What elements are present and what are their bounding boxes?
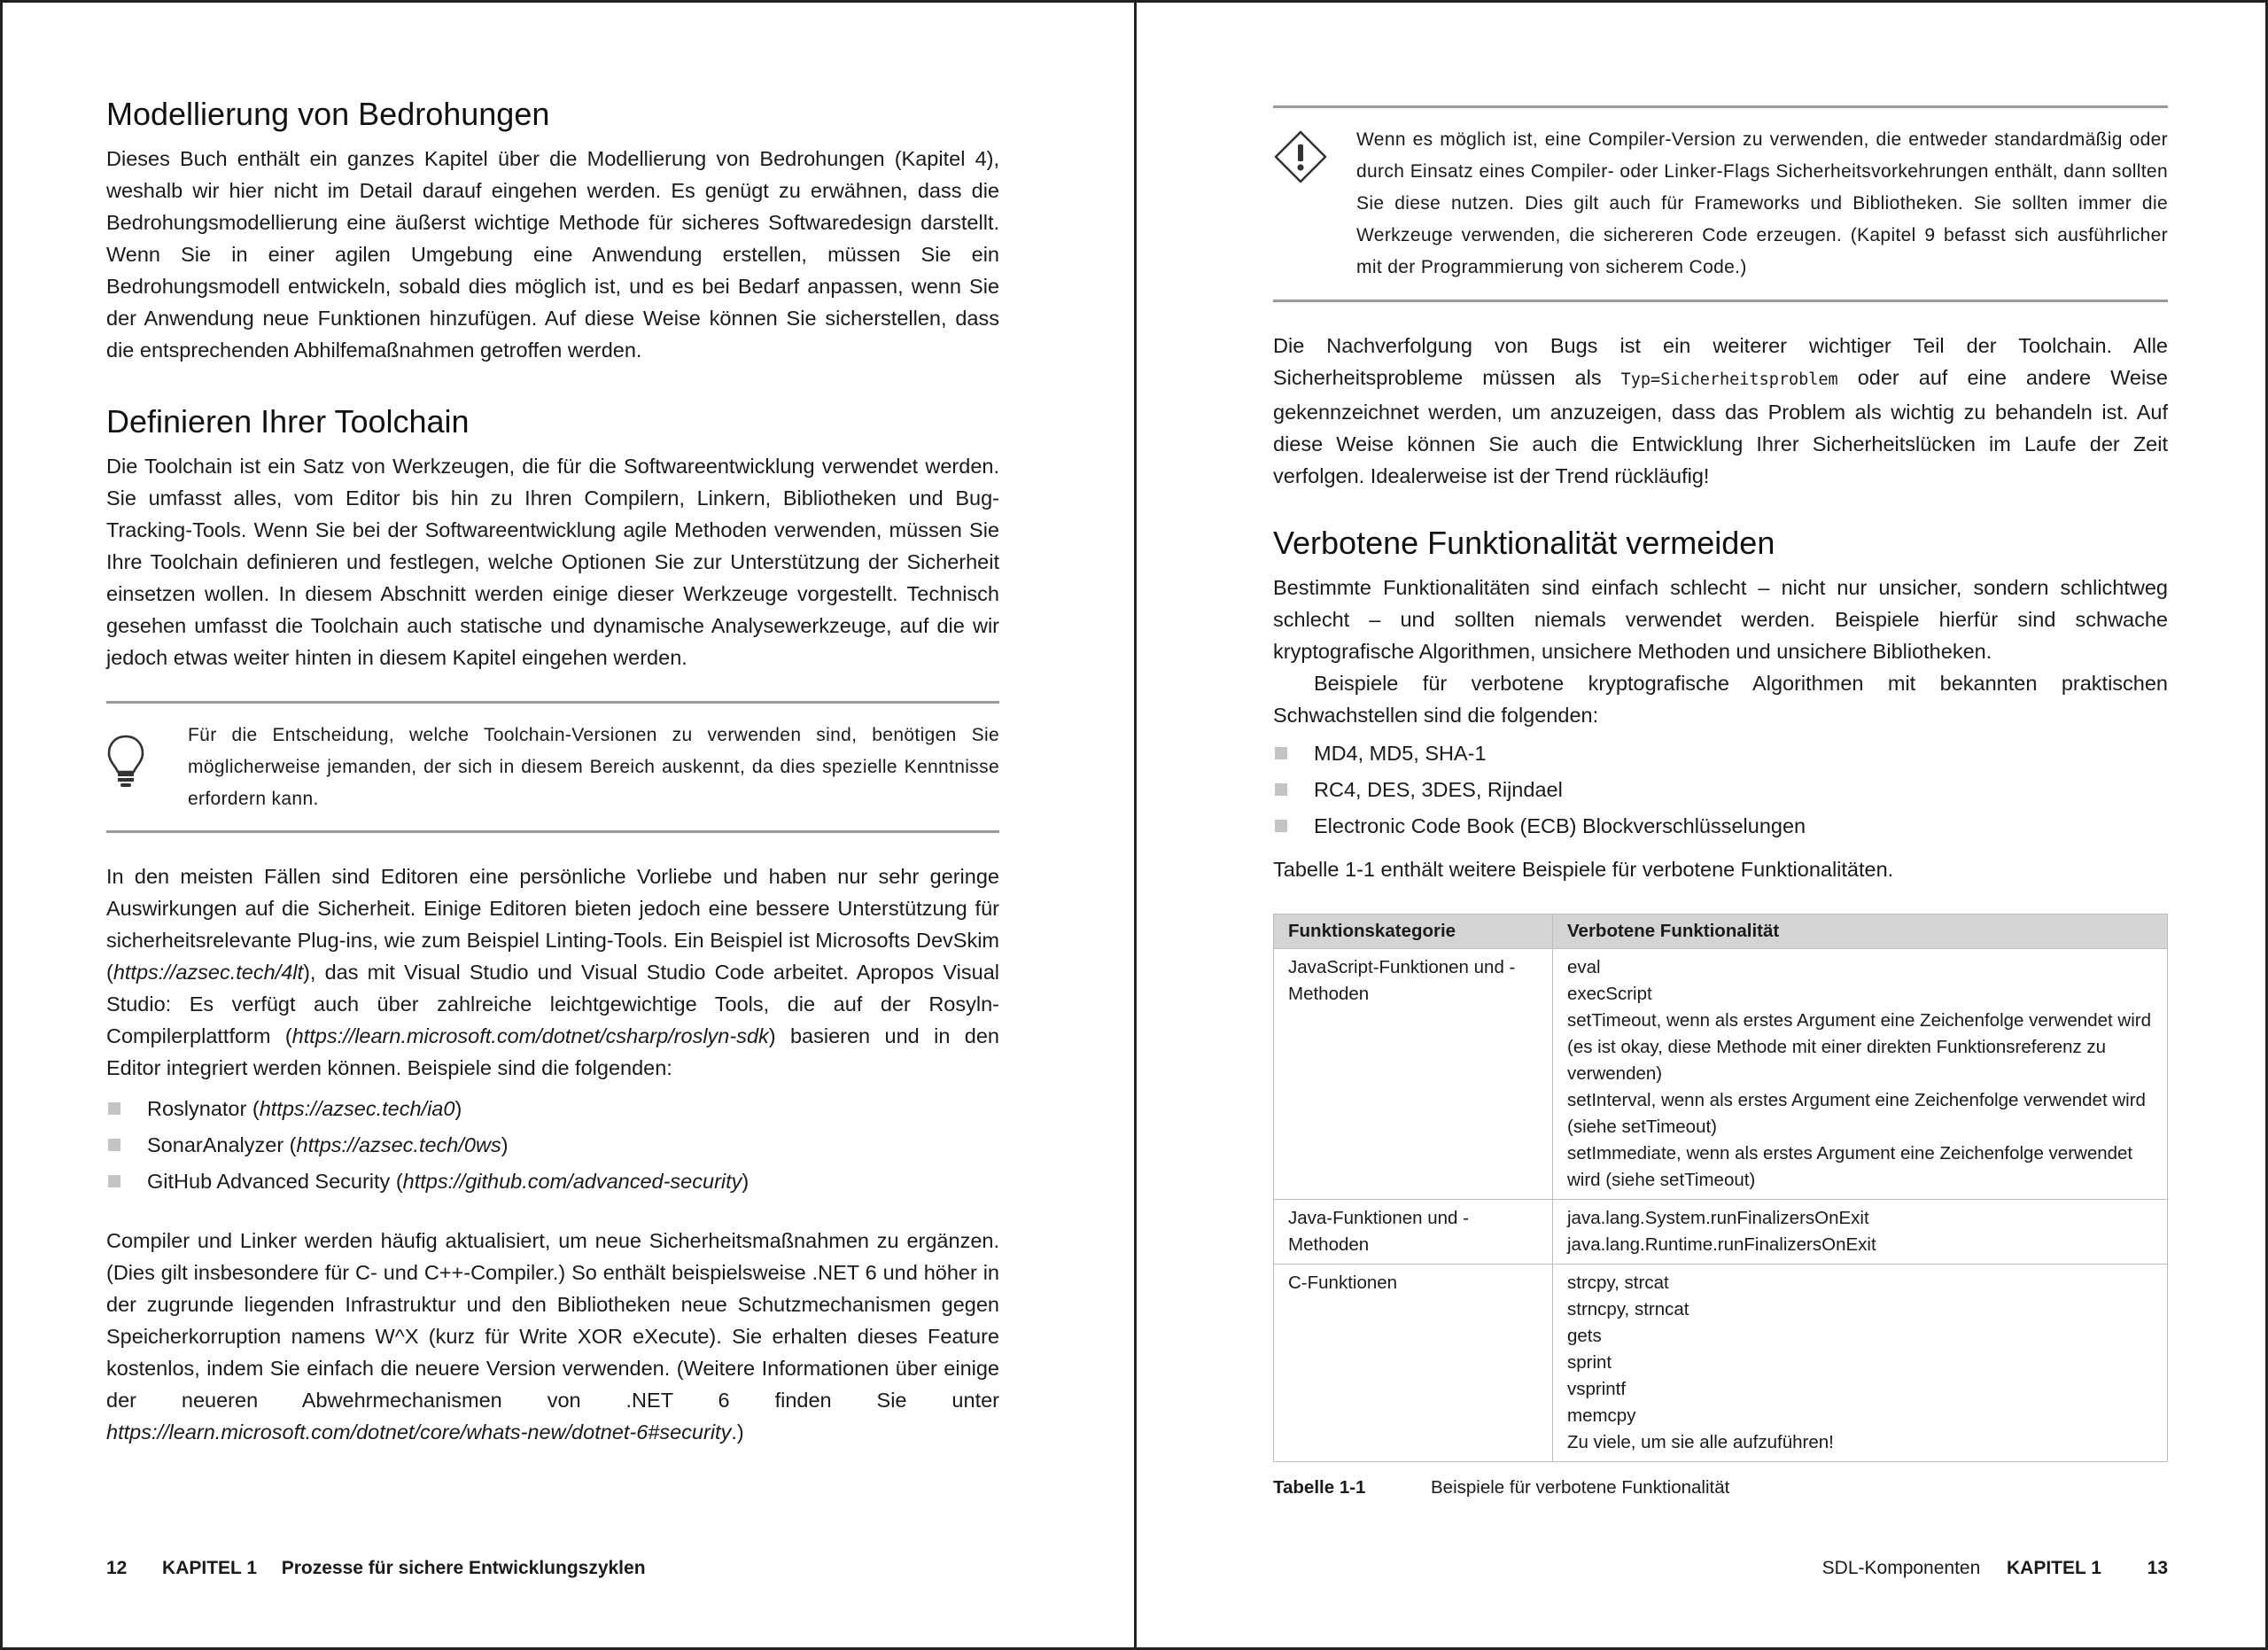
tip-text: Für die Entscheidung, welche Toolchain-Versionen zu verwenden sind, benötigen Sie möglicherweise jemanden, der sich in diesem Bereich auskennt, da dies spezielle Kenntnisse erfordern kann. <box>188 725 999 809</box>
paragraph-crypto-intro: Beispiele für verbotene kryptografische Algorithmen mit bekannten praktischen Schwachstellen sind die folgenden: <box>1273 672 2168 727</box>
table-header-row <box>1274 915 2168 949</box>
bullet-square <box>108 1102 120 1115</box>
left-page <box>106 3 999 1647</box>
page-number: 13 <box>2147 1558 2168 1578</box>
list-item: Roslynator (https://azsec.tech/ia0) <box>106 1093 999 1125</box>
table-row <box>1274 1200 2168 1265</box>
link-roslynator[interactable]: https://azsec.tech/ia0 <box>259 1097 455 1120</box>
list-item: RC4, DES, 3DES, Rijndael <box>1273 774 2168 806</box>
bullet-square <box>1275 747 1287 759</box>
heading-threat-modeling: Modellierung von Bedrohungen <box>106 96 550 132</box>
table-cell-items: eval execScript setTimeout, wenn als erstes Argument eine Zeichenfolge verwendet wird (es ist okay, diese Methode mit einer direkten Funktionsreferenz zu verwenden) setInterval, wenn als erstes Argument eine Zeichenfolge verwendet wird (siehe setTimeout) setImmediate, wenn als erstes Argument eine Zeichenfolge verwendet wird (siehe setTimeout) <box>1553 949 2168 1200</box>
table-cell-items: java.lang.System.runFinalizersOnExit java.lang.Runtime.runFinalizersOnExit <box>1553 1200 2168 1265</box>
footer-right <box>1822 1555 2168 1582</box>
heading-banned-functionality: Verbotene Funktionalität vermeiden <box>1273 525 1775 561</box>
chapter-title: Prozesse für sichere Entwicklungszyklen <box>281 1558 646 1578</box>
footer-left <box>106 1555 646 1582</box>
link-roslyn-sdk[interactable]: https://learn.microsoft.com/dotnet/csharp/roslyn-sdk <box>291 1024 769 1047</box>
section-title: SDL-Komponenten <box>1821 1558 1981 1578</box>
bullet-square <box>1275 783 1287 796</box>
table-cell-category: Java-Funktionen und -Methoden <box>1274 1200 1553 1265</box>
heading-toolchain: Definieren Ihrer Toolchain <box>106 403 470 440</box>
lightbulb-icon <box>106 734 145 793</box>
page-number: 12 <box>106 1558 128 1578</box>
table-cell-category: JavaScript-Funktionen und -Methoden <box>1274 949 1553 1200</box>
paragraph-banned-intro: Bestimmte Funktionalitäten sind einfach schlecht – nicht nur unsicher, sondern schlichtweg schlecht – und sollten niemals verwendet werden. Beispiele hierfür sind schwache kryptografische Algorithmen, unsichere Methoden und unsichere Bibliotheken. <box>1273 576 2168 663</box>
warning-box <box>1273 105 2168 302</box>
tool-list <box>106 1093 999 1202</box>
list-item: SonarAnalyzer (https://azsec.tech/0ws) <box>106 1129 999 1161</box>
crypto-list <box>1273 737 2168 846</box>
table-caption <box>1273 1477 1729 1498</box>
paragraph-editors: In den meisten Fällen sind Editoren eine persönliche Vorliebe und haben nur sehr geringe Auswirkungen auf die Sicherheit. Einige Editoren bieten jedoch eine bessere Unterstützung für sicherheitsrelevante Plug-ins, wie zum Beispiel Linting-Tools. Ein Beispiel ist Microsofts DevSkim (https://azsec.tech/4lt), das mit Visual Studio und Visual Studio Code arbeitet. Apropos Visual Studio: Es verfügt auch über zahlreiche leichtgewichtige Tools, die auf der Rosyln-Compilerplattform (https://learn.microsoft.com/dotnet/csharp/roslyn-sdk) basieren und in den Editor integriert werden können. Beispiele sind die folgenden: <box>106 865 999 1079</box>
caption-text: Beispiele für verbotene Funktionalität <box>1431 1477 1730 1498</box>
link-github-security[interactable]: https://github.com/advanced-security <box>402 1170 742 1193</box>
column-header: Funktionskategorie <box>1274 915 1553 949</box>
link-devskim[interactable]: https://azsec.tech/4lt <box>113 961 304 984</box>
caption-label: Tabelle 1-1 <box>1273 1477 1366 1498</box>
column-header: Verbotene Funktionalität <box>1553 915 2168 949</box>
link-dotnet6-security[interactable]: https://learn.microsoft.com/dotnet/core/whats-new/dotnet-6#security <box>106 1420 732 1444</box>
warning-text: Wenn es möglich ist, eine Compiler-Version zu verwenden, die entweder standardmäßig oder durch Einsatz eines Compiler- oder Linker-Flags Sicherheitsvorkehrungen enthält, dann sollten Sie diese nutzen. Dies gilt auch für Frameworks und Bibliotheken. Sie sollten immer die Werkzeuge verwenden, die sichereren Code erzeugen. (Kapitel 9 befasst sich ausführlicher mit der Programmierung von sicherem Code.) <box>1356 129 2168 277</box>
paragraph-table-ref: Tabelle 1-1 enthält weitere Beispiele für verbotene Funktionalitäten. <box>1273 858 1894 881</box>
paragraph-compiler: Compiler und Linker werden häufig aktualisiert, um neue Sicherheitsmaßnahmen zu ergänzen. (Dies gilt insbesondere für C- und C++-Compiler.) So enthält beispielsweise .NET 6 und höher in der zugrunde liegenden Infrastruktur und den Bibliotheken neue Schutzmechanismen gegen Speicherkorruption namens W^X (kurz für Write XOR eXecute). Sie erhalten dieses Feature kostenlos, indem Sie einfach die neuere Version verwenden. (Weitere Informationen über einige der neueren Abwehrmechanismen von .NET 6 finden Sie unter https://learn.microsoft.com/dotnet/core/whats-new/dotnet-6#security.) <box>106 1229 999 1444</box>
bullet-square <box>108 1139 120 1151</box>
paragraph-toolchain: Die Toolchain ist ein Satz von Werkzeugen, die für die Softwareentwicklung verwendet werden. Sie umfasst alles, vom Editor bis hin zu Ihren Compilern, Linkern, Bibliotheken und Bug-Tracking-Tools. Wenn Sie bei der Softwareentwicklung agile Methoden verwenden, müssen Sie Ihre Toolchain definieren und festlegen, welche Optionen Sie zur Unterstützung der Sicherheit einsetzen wollen. In diesem Abschnitt werden einige dieser Werkzeuge vorgestellt. Technisch gesehen umfasst die Toolchain auch statische und dynamische Analysewerkzeuge, auf die wir jedoch etwas weiter hinten in diesem Kapitel eingehen werden. <box>106 455 999 669</box>
bullet-square <box>1275 820 1287 832</box>
chapter-label: KAPITEL 1 <box>162 1558 258 1578</box>
list-item: GitHub Advanced Security (https://github.com/advanced-security) <box>106 1165 999 1197</box>
right-page <box>1273 3 2168 1647</box>
table-row <box>1274 949 2168 1200</box>
list-item: MD4, MD5, SHA-1 <box>1273 737 2168 769</box>
warning-diamond-icon <box>1273 129 1328 189</box>
table-row <box>1274 1265 2168 1462</box>
link-sonaranalyzer[interactable]: https://azsec.tech/0ws <box>296 1133 501 1156</box>
page-gutter <box>1134 3 1137 1647</box>
code-bug-type: Typ=Sicherheitsproblem <box>1620 370 1838 389</box>
list-item: Electronic Code Book (ECB) Blockverschlüsselungen <box>1273 810 2168 842</box>
tip-box <box>106 701 999 833</box>
table-cell-category: C-Funktionen <box>1274 1265 1553 1462</box>
chapter-label: KAPITEL 1 <box>2006 1558 2101 1578</box>
banned-functionality-table <box>1273 914 2168 1462</box>
paragraph-threat-modeling: Dieses Buch enthält ein ganzes Kapitel über die Modellierung von Bedrohungen (Kapitel 4), weshalb wir hier nicht im Detail darauf eingehen werden. Es genügt zu erwähnen, dass die Bedrohungsmodellierung eine äußerst wichtige Methode für sicheres Softwaredesign darstellt. Wenn Sie in einer agilen Umgebung eine Anwendung erstellen, müssen Sie ein Bedrohungsmodell entwickeln, sobald dies möglich ist, und es bei Bedarf anpassen, wenn Sie der Anwendung neue Funktionen hinzufügen. Auf diese Weise können Sie sicherstellen, dass die entsprechenden Abhilfemaßnahmen getroffen werden. <box>106 147 999 362</box>
table-cell-items: strcpy, strcat strncpy, strncat gets sprint vsprintf memcpy Zu viele, um sie alle aufzuführen! <box>1553 1265 2168 1462</box>
paragraph-bugtracking: Die Nachverfolgung von Bugs ist ein weiterer wichtiger Teil der Toolchain. Alle Sicherheitsprobleme müssen als Typ=Sicherheitsproblem oder auf eine andere Weise gekennzeichnet werden, um anzuzeigen, dass das Problem als wichtig zu behandeln ist. Auf diese Weise können Sie auch die Entwicklung Ihrer Sicherheitslücken im Laufe der Zeit verfolgen. Idealerweise ist der Trend rückläufig! <box>1273 334 2168 487</box>
bullet-square <box>108 1175 120 1187</box>
